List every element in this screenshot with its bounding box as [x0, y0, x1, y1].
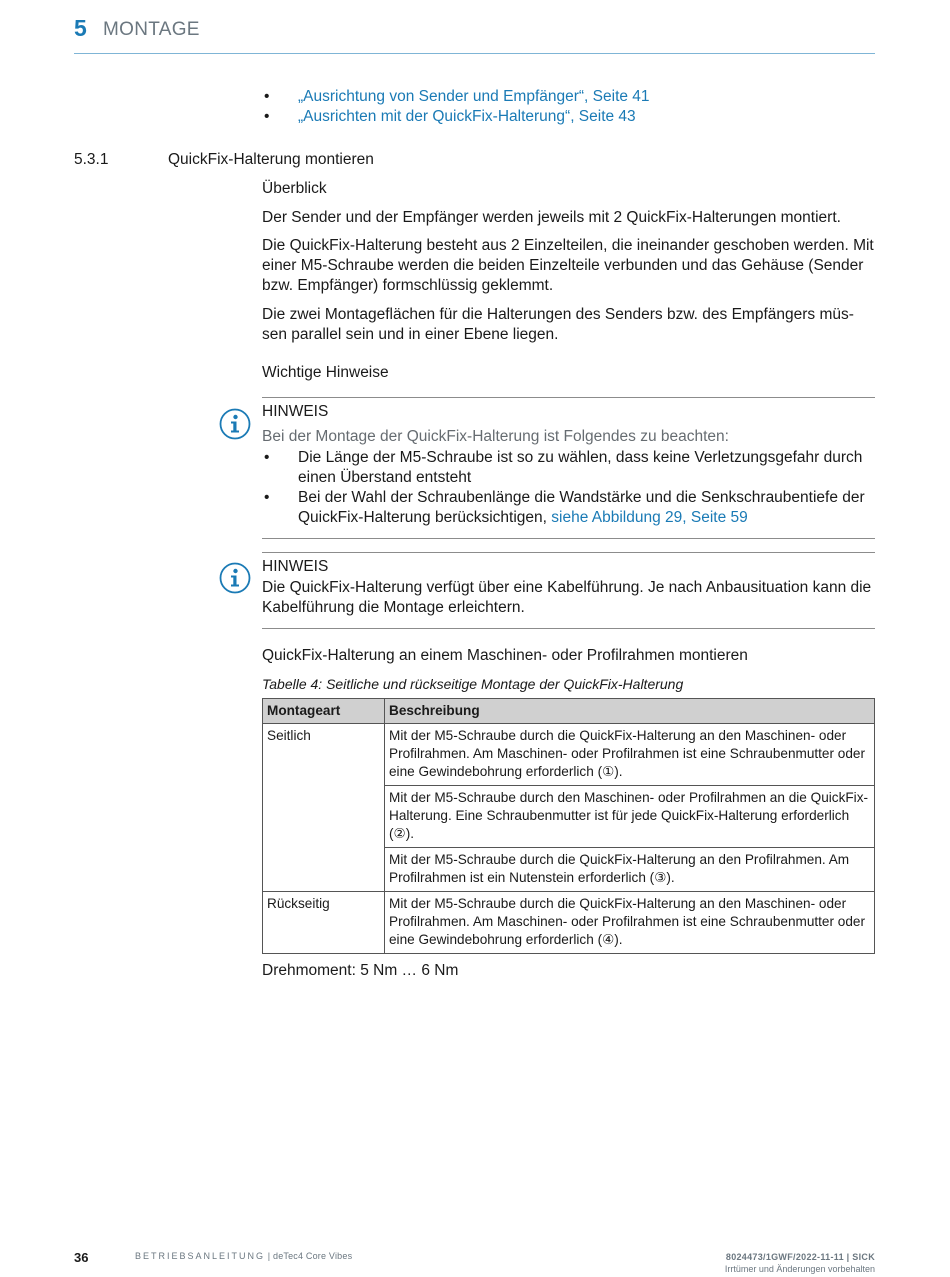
list-item [262, 448, 874, 488]
mount-type-cell: Seitlich [263, 724, 385, 892]
notice-label: HINWEIS [262, 403, 329, 420]
chapter-title: MONTAGE [103, 19, 200, 40]
column-header: Montageart [263, 699, 385, 724]
table-row [263, 724, 875, 786]
description-cell: Mit der M5-Schraube durch die QuickFix-Halterung an den Maschinen- oder Profilrahmen. Am Maschinen- oder Profilrahmen ist eine Schraubenmutter oder eine Gewindebohrung erforderlich (④). [385, 892, 875, 954]
header-rule [74, 53, 875, 54]
overview-paragraph: Die zwei Montageflächen für die Halterungen des Senders bzw. des Empfängers müs-sen parallel sein und in einer Ebene liegen. [262, 306, 854, 343]
cross-reference-list [262, 87, 874, 127]
link-ausrichten-quickfix[interactable]: „Ausrichten mit der QuickFix-Halterung“, Seite 43 [298, 108, 636, 125]
footer-product: deTec4 Core Vibes [272, 1251, 353, 1261]
page-number: 36 [74, 1250, 89, 1265]
bullet-text: Die Länge der M5-Schraube ist so zu wählen, dass keine Verletzungsgefahr durch einen Überstand entsteht [298, 449, 863, 486]
link-ausrichtung[interactable]: „Ausrichtung von Sender und Empfänger“, Seite 41 [298, 88, 650, 105]
footer-doc-ref: 8024473/1GWF/2022-11-11 | SICK [725, 1252, 875, 1262]
overview-heading: Überblick [262, 180, 327, 197]
notice-rule-top [262, 397, 875, 398]
list-item [262, 488, 874, 528]
overview-paragraph: Die QuickFix-Halterung besteht aus 2 Einzelteilen, die ineinander geschoben werden. Mit einer M5-Schraube werden die beiden Einzelteile verbunden und das Gehäuse (Sender bzw. Empfänger) formschlüssig geklemmt. [262, 237, 874, 294]
link-abbildung-29[interactable]: siehe Abbildung 29, Seite 59 [551, 509, 748, 526]
notice-rule-bottom [262, 538, 875, 539]
mounting-heading: QuickFix-Halterung an einem Maschinen- oder Profilrahmen montieren [262, 647, 748, 664]
footer-separator: | [265, 1251, 273, 1261]
mounting-table [262, 698, 875, 954]
notice-rule-top [262, 552, 875, 553]
notice-intro: Bei der Montage der QuickFix-Halterung ist Folgendes zu beachten: [262, 428, 729, 445]
list-item [262, 107, 874, 127]
info-icon [219, 562, 251, 594]
mount-type-cell: Rückseitig [263, 892, 385, 954]
description-cell: Mit der M5-Schraube durch den Maschinen- oder Profilrahmen an die QuickFix-Halterung. Eine Schraubenmutter ist für jede QuickFix-Halterung erforderlich (②). [385, 786, 875, 848]
footer-doc-type: BETRIEBSANLEITUNG [135, 1251, 266, 1261]
important-notes-heading: Wichtige Hinweise [262, 364, 389, 381]
footer-disclaimer: Irrtümer und Änderungen vorbehalten [724, 1264, 875, 1274]
table-row [263, 892, 875, 954]
notice-label: HINWEIS [262, 558, 329, 575]
overview-paragraph: Der Sender und der Empfänger werden jeweils mit 2 QuickFix-Halterungen montiert. [262, 209, 841, 226]
description-cell: Mit der M5-Schraube durch die QuickFix-Halterung an den Profilrahmen. Am Profilrahmen ist ein Nutenstein erforderlich (③). [385, 848, 875, 892]
bullet-text: Bei der Wahl der Schraubenlänge die Wandstärke und die Senkschraubentiefe der QuickFix-Halterung berücksichtigen, [298, 489, 865, 526]
footer-document-title [135, 1251, 352, 1261]
torque-value: Drehmoment: 5 Nm … 6 Nm [262, 962, 459, 979]
chapter-number: 5 [74, 15, 87, 41]
footer-reference [725, 1251, 875, 1275]
info-icon [219, 408, 251, 440]
notice-bullet-list [262, 448, 874, 528]
section-number: 5.3.1 [74, 151, 109, 168]
notice-rule-bottom [262, 628, 875, 629]
description-cell: Mit der M5-Schraube durch die QuickFix-Halterung an den Maschinen- oder Profilrahmen. Am Maschinen- oder Profilrahmen ist eine Schraubenmutter oder eine Gewindebohrung erforderlich (①). [385, 724, 875, 786]
section-title: QuickFix-Halterung montieren [168, 151, 374, 168]
table-header-row [263, 699, 875, 724]
table-caption: Tabelle 4: Seitliche und rückseitige Montage der QuickFix-Halterung [262, 676, 684, 692]
notice-text: Die QuickFix-Halterung verfügt über eine Kabelführung. Je nach Anbausituation kann die Kabelführung die Montage erleichtern. [262, 579, 872, 616]
column-header: Beschreibung [385, 699, 875, 724]
list-item [262, 87, 874, 107]
